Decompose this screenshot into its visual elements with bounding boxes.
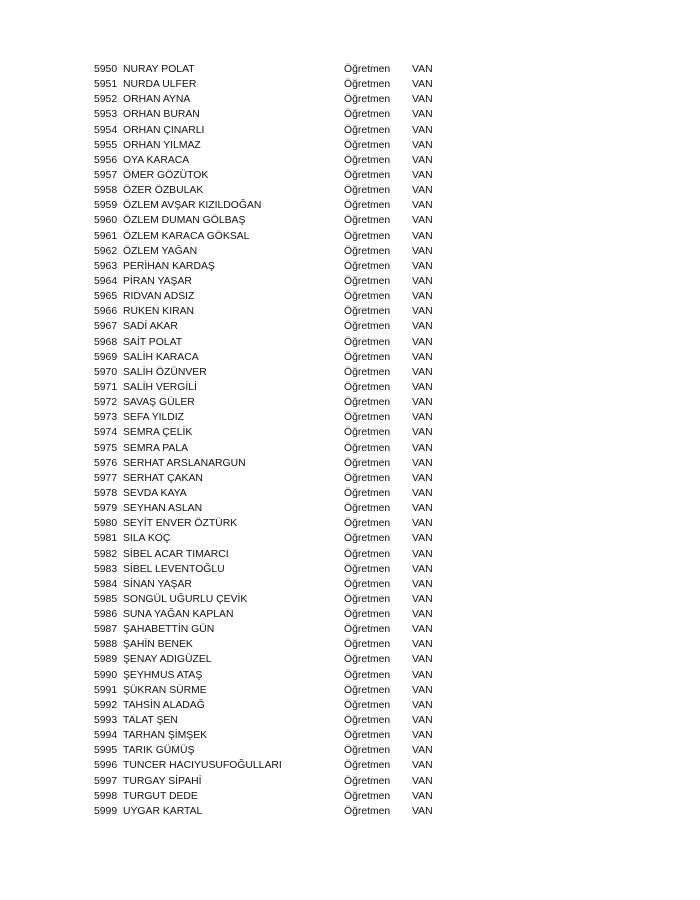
city-label: VAN [412, 624, 433, 636]
person-name: SALİH KARACA [123, 351, 199, 363]
row-number: 5981 [94, 533, 118, 545]
role-label: Öğretmen [344, 457, 391, 469]
role-label: Öğretmen [344, 593, 391, 605]
role-label: Öğretmen [344, 230, 391, 242]
row-number: 5963 [94, 260, 118, 272]
person-name: SILA KOÇ [123, 533, 171, 545]
row-number: 5982 [94, 548, 118, 560]
list-row [94, 713, 454, 728]
city-label: VAN [412, 124, 433, 136]
city-label: VAN [412, 215, 433, 227]
person-name: SEMRA ÇELİK [123, 427, 193, 439]
role-label: Öğretmen [344, 548, 391, 560]
person-name: SALİH ÖZÜNVER [123, 366, 207, 378]
person-name: ŞENAY ADIGÜZEL [123, 654, 212, 666]
city-label: VAN [412, 669, 433, 681]
person-name: TURGUT DEDE [123, 790, 198, 802]
city-label: VAN [412, 730, 433, 742]
role-label: Öğretmen [344, 109, 391, 121]
row-number: 5956 [94, 154, 118, 166]
role-label: Öğretmen [344, 578, 391, 590]
person-name: ŞAHİN BENEK [123, 639, 193, 651]
city-label: VAN [412, 790, 433, 802]
city-label: VAN [412, 139, 433, 151]
role-label: Öğretmen [344, 745, 391, 757]
role-label: Öğretmen [344, 366, 391, 378]
row-number: 5961 [94, 230, 118, 242]
role-label: Öğretmen [344, 669, 391, 681]
row-number: 5974 [94, 427, 118, 439]
list-row [94, 123, 454, 138]
person-name: SİBEL ACAR TIMARCI [123, 548, 229, 560]
role-label: Öğretmen [344, 684, 391, 696]
list-row [94, 456, 454, 471]
role-label: Öğretmen [344, 200, 391, 212]
role-label: Öğretmen [344, 306, 391, 318]
row-number: 5979 [94, 503, 118, 515]
city-label: VAN [412, 169, 433, 181]
row-number: 5994 [94, 730, 118, 742]
person-name: TAHSİN ALADAĞ [123, 699, 205, 711]
city-label: VAN [412, 487, 433, 499]
role-label: Öğretmen [344, 139, 391, 151]
role-label: Öğretmen [344, 154, 391, 166]
list-row [94, 410, 454, 425]
row-number: 5955 [94, 139, 118, 151]
city-label: VAN [412, 64, 433, 75]
list-row [94, 516, 454, 531]
list-row [94, 774, 454, 789]
role-label: Öğretmen [344, 427, 391, 439]
row-number: 5972 [94, 397, 118, 409]
list-row [94, 304, 454, 319]
city-label: VAN [412, 291, 433, 303]
city-label: VAN [412, 321, 433, 333]
row-number: 5989 [94, 654, 118, 666]
row-number: 5976 [94, 457, 118, 469]
row-number: 5962 [94, 245, 118, 257]
role-label: Öğretmen [344, 805, 391, 817]
person-name: PİRAN YAŞAR [123, 275, 192, 287]
row-number: 5995 [94, 745, 118, 757]
list-row [94, 698, 454, 713]
list-row [94, 168, 454, 183]
city-label: VAN [412, 245, 433, 257]
list-row [94, 425, 454, 440]
person-name: TARHAN ŞİMŞEK [123, 730, 208, 742]
role-label: Öğretmen [344, 503, 391, 515]
person-name: TUNCER HACIYUSUFOĞULLARI [123, 760, 282, 772]
role-label: Öğretmen [344, 487, 391, 499]
row-number: 5967 [94, 321, 118, 333]
role-label: Öğretmen [344, 291, 391, 303]
role-label: Öğretmen [344, 169, 391, 181]
role-label: Öğretmen [344, 381, 391, 393]
list-row [94, 531, 454, 546]
person-name: SONGÜL UĞURLU ÇEVİK [123, 593, 248, 605]
role-label: Öğretmen [344, 563, 391, 575]
person-name: SAİT POLAT [123, 336, 183, 348]
list-row [94, 728, 454, 743]
list-row [94, 547, 454, 562]
role-label: Öğretmen [344, 215, 391, 227]
list-row [94, 198, 454, 213]
city-label: VAN [412, 654, 433, 666]
city-label: VAN [412, 94, 433, 106]
city-label: VAN [412, 154, 433, 166]
person-name: ÖZLEM DUMAN GÖLBAŞ [123, 215, 246, 227]
row-number: 5966 [94, 306, 118, 318]
person-name: SEVDA KAYA [123, 487, 187, 499]
list-row [94, 319, 454, 334]
city-label: VAN [412, 366, 433, 378]
role-label: Öğretmen [344, 275, 391, 287]
city-label: VAN [412, 79, 433, 91]
list-row [94, 789, 454, 804]
list-row [94, 183, 454, 198]
role-label: Öğretmen [344, 64, 391, 75]
city-label: VAN [412, 336, 433, 348]
role-label: Öğretmen [344, 609, 391, 621]
role-label: Öğretmen [344, 775, 391, 787]
city-label: VAN [412, 518, 433, 530]
city-label: VAN [412, 639, 433, 651]
list-row [94, 138, 454, 153]
city-label: VAN [412, 442, 433, 454]
person-name: ORHAN AYNA [123, 94, 191, 106]
list-row [94, 213, 454, 228]
role-label: Öğretmen [344, 442, 391, 454]
city-label: VAN [412, 397, 433, 409]
person-name: SİNAN YAŞAR [123, 578, 192, 590]
list-row [94, 668, 454, 683]
role-label: Öğretmen [344, 124, 391, 136]
city-label: VAN [412, 760, 433, 772]
city-label: VAN [412, 609, 433, 621]
city-label: VAN [412, 412, 433, 424]
list-row [94, 683, 454, 698]
row-number: 5954 [94, 124, 118, 136]
role-label: Öğretmen [344, 730, 391, 742]
role-label: Öğretmen [344, 518, 391, 530]
city-label: VAN [412, 472, 433, 484]
person-name: ŞÜKRAN SÜRME [123, 684, 207, 696]
row-number: 5973 [94, 412, 118, 424]
row-number: 5951 [94, 79, 118, 91]
role-label: Öğretmen [344, 715, 391, 727]
list-row [94, 107, 454, 122]
row-number: 5980 [94, 518, 118, 530]
list-row [94, 259, 454, 274]
person-name: ÖZLEM AVŞAR KIZILDOĞAN [123, 200, 262, 212]
row-number: 5960 [94, 215, 118, 227]
row-number: 5996 [94, 760, 118, 772]
city-label: VAN [412, 699, 433, 711]
city-label: VAN [412, 109, 433, 121]
person-name: NURDA ULFER [123, 79, 197, 91]
list-row [94, 562, 454, 577]
person-name: SUNA YAĞAN KAPLAN [123, 609, 234, 621]
role-label: Öğretmen [344, 351, 391, 363]
person-name: ÖZER ÖZBULAK [123, 185, 204, 197]
list-row [94, 758, 454, 773]
row-number: 5952 [94, 94, 118, 106]
person-name: ŞAHABETTİN GÜN [123, 624, 215, 636]
person-name: SEYİT ENVER ÖZTÜRK [123, 518, 238, 530]
list-row [94, 622, 454, 637]
city-label: VAN [412, 548, 433, 560]
city-label: VAN [412, 503, 433, 515]
role-label: Öğretmen [344, 533, 391, 545]
role-label: Öğretmen [344, 639, 391, 651]
row-number: 5983 [94, 563, 118, 575]
role-label: Öğretmen [344, 185, 391, 197]
row-number: 5958 [94, 185, 118, 197]
role-label: Öğretmen [344, 79, 391, 91]
city-label: VAN [412, 427, 433, 439]
person-name: PERİHAN KARDAŞ [123, 260, 215, 272]
list-row [94, 77, 454, 92]
person-name: TURGAY SİPAHİ [123, 775, 202, 787]
city-label: VAN [412, 715, 433, 727]
person-name: ÖMER GÖZÜTOK [123, 169, 209, 181]
row-number: 5990 [94, 669, 118, 681]
list-row [94, 607, 454, 622]
list-row [94, 365, 454, 380]
list-row [94, 592, 454, 607]
row-number: 5969 [94, 351, 118, 363]
row-number: 5975 [94, 442, 118, 454]
person-name: OYA KARACA [123, 154, 190, 166]
person-name: NURAY POLAT [123, 64, 195, 75]
row-number: 5965 [94, 291, 118, 303]
row-number: 5968 [94, 336, 118, 348]
person-name: ÖZLEM YAĞAN [123, 245, 198, 257]
row-number: 5998 [94, 790, 118, 802]
row-number: 5953 [94, 109, 118, 121]
person-name: SADİ AKAR [123, 321, 178, 333]
row-number: 5999 [94, 805, 118, 817]
row-number: 5957 [94, 169, 118, 181]
role-label: Öğretmen [344, 472, 391, 484]
city-label: VAN [412, 306, 433, 318]
row-number: 5993 [94, 715, 118, 727]
role-label: Öğretmen [344, 699, 391, 711]
role-label: Öğretmen [344, 336, 391, 348]
person-name: SAVAŞ GÜLER [123, 397, 195, 409]
list-row [94, 380, 454, 395]
row-number: 5971 [94, 381, 118, 393]
list-row [94, 92, 454, 107]
role-label: Öğretmen [344, 260, 391, 272]
person-name: ORHAN YILMAZ [123, 139, 201, 151]
role-label: Öğretmen [344, 94, 391, 106]
list-row [94, 804, 454, 819]
row-number: 5997 [94, 775, 118, 787]
city-label: VAN [412, 230, 433, 242]
list-row [94, 289, 454, 304]
person-name: ORHAN ÇINARLI [123, 124, 205, 136]
person-name: SERHAT ÇAKAN [123, 472, 203, 484]
row-number: 5978 [94, 487, 118, 499]
person-name: SEYHAN ASLAN [123, 503, 203, 515]
city-label: VAN [412, 381, 433, 393]
role-label: Öğretmen [344, 397, 391, 409]
role-label: Öğretmen [344, 790, 391, 802]
city-label: VAN [412, 805, 433, 817]
personnel-list [94, 62, 454, 819]
list-row [94, 486, 454, 501]
list-row [94, 244, 454, 259]
role-label: Öğretmen [344, 245, 391, 257]
row-number: 5970 [94, 366, 118, 378]
row-number: 5950 [94, 64, 118, 75]
list-row [94, 743, 454, 758]
row-number: 5985 [94, 593, 118, 605]
row-number: 5991 [94, 684, 118, 696]
list-row [94, 652, 454, 667]
list-row [94, 577, 454, 592]
role-label: Öğretmen [344, 760, 391, 772]
city-label: VAN [412, 457, 433, 469]
person-name: SİBEL LEVENTOĞLU [123, 563, 225, 575]
list-row [94, 274, 454, 289]
row-number: 5964 [94, 275, 118, 287]
list-row [94, 441, 454, 456]
row-number: 5959 [94, 200, 118, 212]
list-row [94, 395, 454, 410]
city-label: VAN [412, 563, 433, 575]
row-number: 5992 [94, 699, 118, 711]
role-label: Öğretmen [344, 654, 391, 666]
list-row [94, 229, 454, 244]
list-row [94, 637, 454, 652]
city-label: VAN [412, 684, 433, 696]
city-label: VAN [412, 593, 433, 605]
role-label: Öğretmen [344, 624, 391, 636]
person-name: ŞEYHMUS ATAŞ [123, 669, 203, 681]
person-name: RUKEN KIRAN [123, 306, 195, 318]
list-row [94, 501, 454, 516]
list-row [94, 350, 454, 365]
city-label: VAN [412, 351, 433, 363]
person-name: TARIK GÜMÜŞ [123, 745, 195, 757]
person-name: SERHAT ARSLANARGUN [123, 457, 246, 469]
person-name: ÖZLEM KARACA GÖKSAL [123, 230, 250, 242]
city-label: VAN [412, 745, 433, 757]
city-label: VAN [412, 775, 433, 787]
person-name: SEFA YILDIZ [123, 412, 185, 424]
person-name: ORHAN BURAN [123, 109, 200, 121]
city-label: VAN [412, 275, 433, 287]
city-label: VAN [412, 200, 433, 212]
row-number: 5984 [94, 578, 118, 590]
city-label: VAN [412, 578, 433, 590]
list-row [94, 62, 454, 77]
role-label: Öğretmen [344, 321, 391, 333]
row-number: 5988 [94, 639, 118, 651]
list-row [94, 335, 454, 350]
row-number: 5977 [94, 472, 118, 484]
list-row [94, 471, 454, 486]
row-number: 5986 [94, 609, 118, 621]
city-label: VAN [412, 260, 433, 272]
city-label: VAN [412, 533, 433, 545]
person-name: TALAT ŞEN [123, 715, 178, 727]
city-label: VAN [412, 185, 433, 197]
person-name: UYGAR KARTAL [123, 805, 203, 817]
row-number: 5987 [94, 624, 118, 636]
list-row [94, 153, 454, 168]
person-name: SEMRA PALA [123, 442, 189, 454]
person-name: SALİH VERGİLİ [123, 381, 197, 393]
role-label: Öğretmen [344, 412, 391, 424]
person-name: RIDVAN ADSIZ [123, 291, 195, 303]
